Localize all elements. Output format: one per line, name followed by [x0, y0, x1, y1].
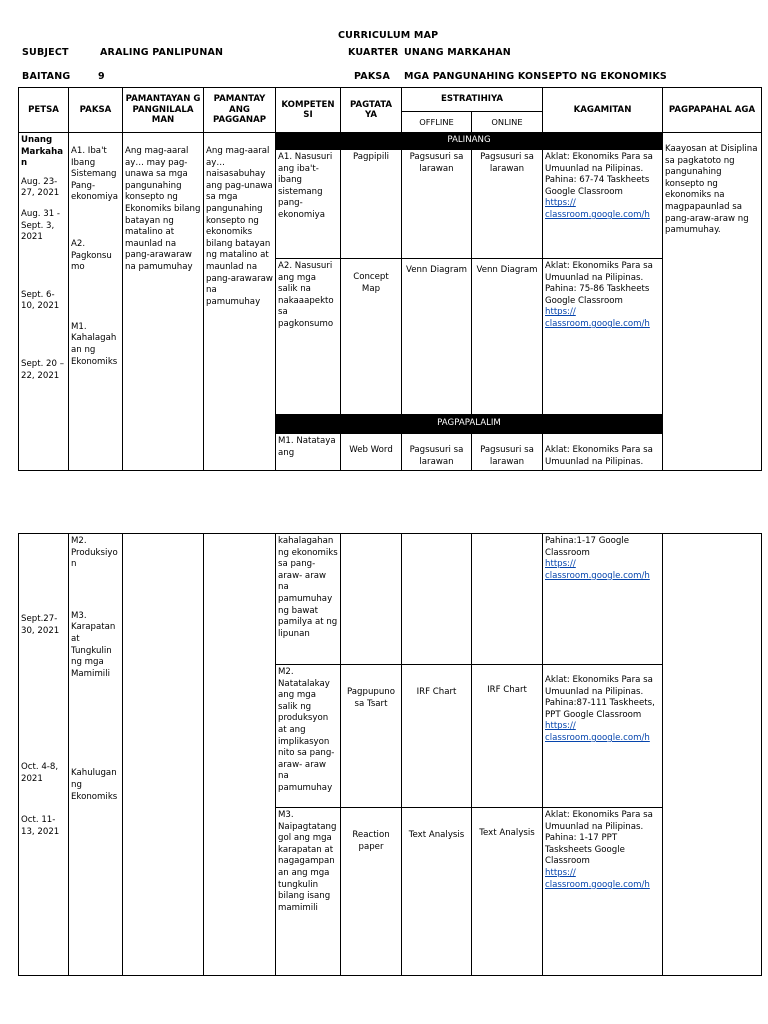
col-petsa: PETSA [19, 88, 69, 133]
classroom-link[interactable]: https:// classroom.google.com/h [545, 307, 650, 329]
kompetensi-a2: A2. Nasusuri ang mga salik na nakaaapekto sa pagkonsumo [276, 259, 341, 415]
paksa-m2: M2. Produksiyon [71, 536, 118, 570]
pamantayan-pangnilalaman-cell [123, 133, 204, 471]
classroom-link[interactable]: https:// classroom.google.com/h [545, 559, 650, 581]
offline-a1: Pagsusuri sa larawan [402, 150, 472, 259]
pagpapahalaga-cell [663, 133, 762, 471]
kompetensi-a1: A1. Nasusuri ang iba't-ibang sistemang pang-ekonomiya [276, 150, 341, 259]
offline-m3 [402, 808, 472, 976]
band-palinang: PALINANG [276, 133, 663, 150]
kagamitan-m2 [543, 665, 663, 808]
pagtataya-a2-text: Concept Map [353, 272, 389, 294]
paksa-a1: A1. Iba't Ibang Sistemang Pang-ekonomiya [71, 146, 119, 203]
date-6: Oct. 4-8, 2021 [21, 762, 59, 784]
pamantayan-pagganap-cell-2 [204, 534, 276, 976]
col-kagamitan: KAGAMITAN [543, 88, 663, 133]
pagpapahalaga-cell-2 [663, 534, 762, 976]
pagtataya-m1-text: Web Word [349, 445, 393, 455]
col-kompetensi: KOMPETEN SI [276, 88, 341, 133]
online-m3-text: Text Analysis [479, 828, 535, 838]
pagtataya-m2-text: Pagpupuno sa Tsart [346, 687, 396, 709]
classroom-link[interactable]: https:// classroom.google.com/h [545, 721, 650, 743]
kagamitan-cont-text: Pahina:1-17 Google Classroom [545, 536, 630, 558]
col-pagpapahalaga: PAGPAPAHAL AGA [663, 88, 762, 133]
online-a1: Pagsusuri sa larawan [472, 150, 543, 259]
petsa-cell-2 [19, 534, 69, 976]
subject-label: SUBJECT [22, 47, 69, 58]
pagtataya-a2 [341, 259, 402, 415]
paksa-cell [69, 133, 123, 471]
kagamitan-m2-text: Aklat: Ekonomiks Para sa Umuunlad na Pilipinas. Pahina:87-111 Taskheets, PPT Google Classroom [545, 675, 655, 720]
online-a2-text: Venn Diagram [476, 265, 538, 275]
pagtataya-m3-text: Reaction paper [352, 830, 390, 852]
col-pagtataya: PAGTATA YA [341, 88, 402, 133]
date-4: Sept. 20 – 22, 2021 [21, 358, 64, 381]
kagamitan-m3-text: Aklat: Ekonomiks Para sa Umuunlad na Pilipinas. Pahina: 1-17 PPT Tasksheets Google Classroom [545, 810, 653, 867]
online-m1-text: Pagsusuri sa larawan [480, 445, 534, 467]
offline-m2 [402, 665, 472, 808]
offline-m2-text: IRF Chart [416, 687, 457, 697]
col-paksa: PAKSA [69, 88, 123, 133]
col-offline: OFFLINE [402, 112, 472, 133]
col-pamantayan-pagganap: PAMANTAY ANG PAGGANAP [204, 88, 276, 133]
kuarter-value: UNANG MARKAHAN [404, 47, 511, 58]
date-5: Sept.27-30, 2021 [21, 614, 60, 636]
kompetensi-cont: kahalagahan ng ekonomiks sa pang-araw- araw na pamumuhay ng bawat pamilya at ng lipunan [276, 534, 341, 665]
curriculum-table-page2 [18, 533, 762, 976]
quarter-label: Unang Markahan [21, 135, 64, 169]
paksa-kahulugan: Kahulugan ng Ekonomiks [71, 768, 118, 802]
kagamitan-a2-text: Aklat: Ekonomiks Para sa Umuunlad na Pilipinas. Pahina: 75-86 Taskheets Google Classroom [545, 261, 653, 306]
pamantayan-pagganap-text: Ang mag-aaral ay… naisasabuhay ang pag-unawa sa mga pangunahing konsepto ng ekonomiks bilang batayan ng matalino at maunlad na pang-arawaraw na pamumuhay [206, 146, 273, 307]
pamantayan-pagganap-cell [204, 133, 276, 471]
kagamitan-m1 [543, 434, 663, 471]
col-estratihiya: ESTRATIHIYA [402, 88, 543, 112]
kompetensi-m3: M3. Naipagtatanggol ang mga karapatan at nagagampanan ang mga tungkulin bilang isang mamimili [276, 808, 341, 976]
kagamitan-a1 [543, 150, 663, 259]
kagamitan-m1-text: Aklat: Ekonomiks Para sa Umuunlad na Pilipinas. [545, 445, 653, 467]
date-3: Sept. 6-10, 2021 [21, 289, 60, 312]
subject-value: ARALING PANLIPUNAN [100, 47, 224, 58]
kagamitan-cont [543, 534, 663, 665]
online-m2 [472, 665, 543, 808]
online-m3 [472, 808, 543, 976]
paksa-cell-2 [69, 534, 123, 976]
col-pamantayan-pangnilalaman: PAMANTAYAN G PANGNILALA MAN [123, 88, 204, 133]
paksa-value: MGA PANGUNAHING KONSEPTO NG EKONOMIKS [404, 71, 667, 82]
pagtataya-m1 [341, 434, 402, 471]
date-1: Aug. 23-27, 2021 [21, 176, 60, 199]
pagtataya-cont [341, 534, 402, 665]
baitang-value: 9 [98, 71, 105, 82]
paksa-m1: M1. Kahalagahan ng Ekonomiks [71, 321, 118, 367]
pagpapahalaga-text: Kaayosan at Disiplina sa pagkatoto ng pangunahing konsepto ng ekonomiks na magpapaunlad sa pang-araw-araw ng pamumuhay. [665, 144, 758, 236]
kompetensi-m2: M2. Natatalakay ang mga salik ng produksyon at ang implikasyon nito sa pang-araw- araw na pamumuhay [276, 665, 341, 808]
classroom-link[interactable]: https:// classroom.google.com/h [545, 867, 650, 890]
paksa-a2: A2. Pagkonsumo [71, 238, 112, 273]
kagamitan-a2 [543, 259, 663, 415]
pagtataya-m3 [341, 808, 402, 976]
pamantayan-pangnilalaman-text: Ang mag-aaral ay… may pag-unawa sa mga pangunahing konsepto ng Ekonomiks bilang batayan ng matalino at maunlad na pang-arawaraw na pamumuhay [125, 146, 201, 272]
online-cont [472, 534, 543, 665]
offline-a2 [402, 259, 472, 415]
col-online: ONLINE [472, 112, 543, 133]
kompetensi-m1: M1. Natataya ang [276, 434, 341, 471]
pamantayan-pangnilalaman-cell-2 [123, 534, 204, 976]
online-a2 [472, 259, 543, 415]
baitang-label: BAITANG [22, 71, 71, 82]
band-pagpapalalim: PAGPAPALALIM [276, 415, 663, 434]
pagtataya-m2 [341, 665, 402, 808]
petsa-cell [19, 133, 69, 471]
classroom-link[interactable]: https:// classroom.google.com/h [545, 198, 650, 220]
kagamitan-m3 [543, 808, 663, 976]
online-m2-text: IRF Chart [487, 685, 527, 695]
date-7: Oct. 11-13, 2021 [21, 815, 60, 837]
pagtataya-a1: Pagpipili [341, 150, 402, 259]
document-title: CURRICULUM MAP [338, 30, 439, 41]
offline-m3-text: Text Analysis [408, 830, 465, 840]
offline-a2-text: Venn Diagram [405, 265, 468, 275]
paksa-m3: M3. Karapatan at Tungkulin ng mga Mamimili [71, 610, 116, 679]
kagamitan-a1-text: Aklat: Ekonomiks Para sa Umuunlad na Pilipinas. Pahina: 67-74 Taskheets Google Classroom [545, 152, 653, 197]
offline-m1 [402, 434, 472, 471]
kuarter-label: KUARTER [348, 47, 399, 58]
offline-cont [402, 534, 472, 665]
date-2: Aug. 31 - Sept. 3, 2021 [21, 208, 61, 243]
paksa-label: PAKSA [354, 71, 390, 82]
curriculum-table-page1 [18, 87, 762, 471]
offline-m1-text: Pagsusuri sa larawan [409, 445, 464, 467]
online-m1 [472, 434, 543, 471]
